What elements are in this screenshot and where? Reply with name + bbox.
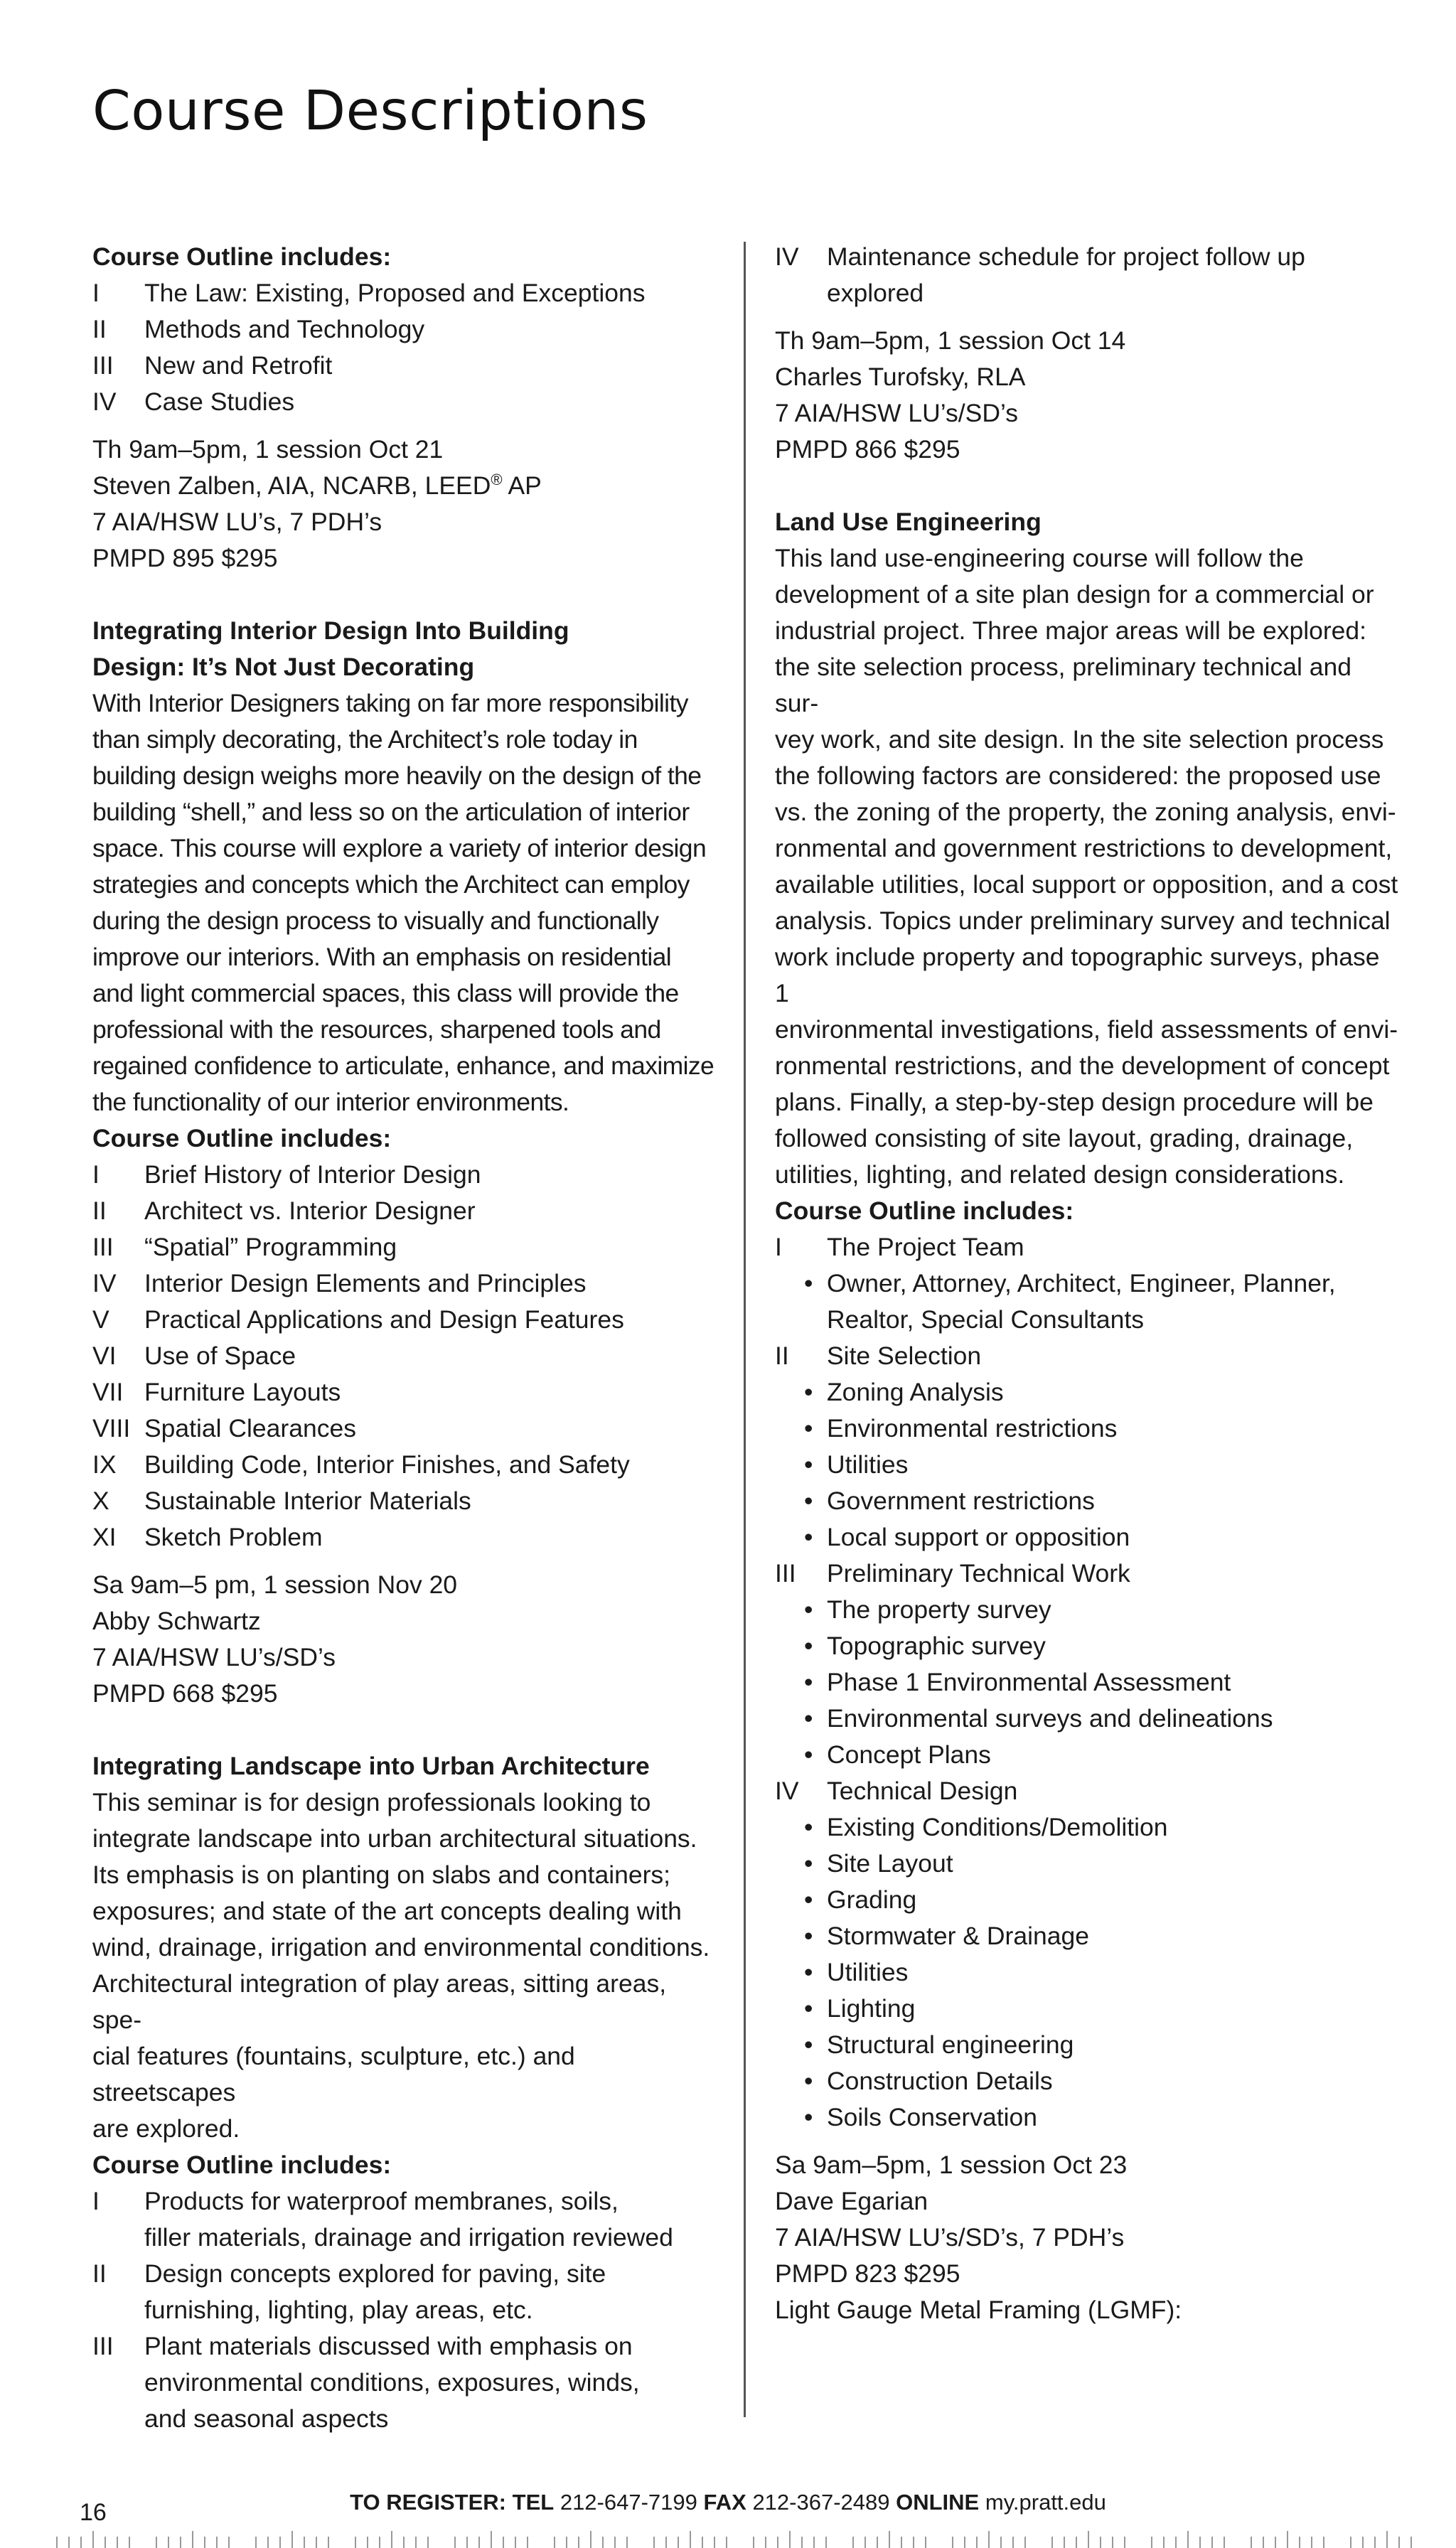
outline-label: Design concepts explored for paving, site furnishing, lighting, play areas, etc. [144,2259,606,2324]
bullet-dot: • [804,2030,813,2059]
description-line: ronmental restrictions, and the development of concept [775,1051,1390,1080]
outline-bullet [775,1954,1401,1991]
course-instructor: Dave Egarian [775,2187,928,2215]
outline-bullet [775,2063,1401,2099]
course-title: Integrating Interior Design Into Building Design: It’s Not Just Decorating [92,616,569,681]
outline-item [92,1374,718,1410]
description-line: the following factors are considered: the proposed use [775,761,1381,790]
bullet-dot: • [804,2067,813,2095]
course-code-price: PMPD 895 $295 [92,544,278,572]
outline-item [92,1229,718,1265]
outline-label: Architect vs. Interior Designer [144,1197,476,1225]
outline-item [92,348,718,384]
description-line: available utilities, local support or opposition, and a cost [775,870,1398,899]
outline-item [775,1773,1401,1809]
description-line: analysis. Topics under preliminary survey and technical [775,906,1391,935]
outline-label: “Spatial” Programming [144,1233,397,1261]
bullet-label: Concept Plans [827,1740,991,1769]
description-line: wind, drainage, irrigation and environmental conditions. [92,1933,710,1961]
outline-label: Maintenance schedule for project follow up explored [827,242,1305,307]
course-interior-design [92,613,718,1712]
description-line: vs. the zoning of the property, the zoning analysis, envi- [775,798,1396,826]
description-line: and light commercial spaces, this class will provide the [92,979,679,1007]
course-outline [92,1157,718,1556]
outline-bullet [775,1918,1401,1954]
decorative-ruler [0,2531,1456,2548]
outline-number: II [92,315,107,343]
description-line: strategies and concepts which the Architect can employ [92,870,690,899]
bullet-dot: • [804,1740,813,1769]
outline-label: The Project Team [827,1233,1024,1261]
outline-label: Plant materials discussed with emphasis on environmental conditions, exposures, winds, and seasonal aspects [144,2332,640,2433]
outline-bullet [775,1701,1401,1737]
outline-number: IV [92,1269,117,1297]
outline-heading: Course Outline includes: [92,1124,392,1152]
outline-heading: Course Outline includes: [92,242,392,271]
bullet-dot: • [804,1668,813,1696]
next-course-title: Light Gauge Metal Framing (LGMF): [775,2296,1182,2324]
outline-bullet [775,1991,1401,2027]
description-line: This seminar is for design professionals looking to [92,1788,651,1816]
course-credits: 7 AIA/HSW LU’s/SD’s [775,399,1018,427]
bullet-label: Structural engineering [827,2030,1074,2059]
outline-item [92,1302,718,1338]
description-line: the site selection process, preliminary technical and sur- [775,653,1351,717]
outline-number: IV [92,387,117,416]
outline-item [92,1157,718,1193]
course-schedule: Th 9am–5pm, 1 session Oct 21 [92,435,444,464]
outline-label: Furniture Layouts [144,1378,341,1406]
outline-bullet [775,1374,1401,1410]
outline-bullet [775,1809,1401,1846]
outline-number: X [92,1487,109,1515]
outline-label: The Law: Existing, Proposed and Exceptions [144,279,646,307]
course-info [775,2147,1401,2328]
outline-heading: Course Outline includes: [775,1197,1074,1225]
outline-item [92,1447,718,1483]
course-info [92,432,718,577]
outline-label: Brief History of Interior Design [144,1160,481,1189]
bullet-label: Government restrictions [827,1487,1095,1515]
description-line: environmental investigations, field assessments of envi- [775,1015,1398,1044]
outline-item [92,275,718,311]
course-credits: 7 AIA/HSW LU’s, 7 PDH’s [92,508,382,536]
outline-bullet [775,1737,1401,1773]
outline-heading: Course Outline includes: [92,2151,392,2179]
outline-item [92,384,718,420]
course-instructor: Steven Zalben, AIA, NCARB, LEED® AP [92,471,542,500]
bullet-label: Construction Details [827,2067,1053,2095]
bullet-dot: • [804,1849,813,1878]
course-credits: 7 AIA/HSW LU’s/SD’s, 7 PDH’s [775,2223,1125,2252]
outline-label: Site Selection [827,1342,982,1370]
outline-bullet [775,1628,1401,1664]
outline-number: II [775,1342,789,1370]
right-column [775,239,1401,2328]
outline-number: I [775,1233,782,1261]
outline-bullet [775,1483,1401,1519]
course-compliance-section [92,239,718,577]
bullet-label: Owner, Attorney, Architect, Engineer, Planner, Realtor, Special Consultants [827,1269,1336,1334]
description-line: plans. Finally, a step-by-step design procedure will be [775,1088,1374,1116]
outline-number: VIII [92,1414,131,1442]
outline-number: IX [92,1450,117,1479]
outline-number: I [92,1160,100,1189]
description-line: regained confidence to articulate, enhance, and maximize [92,1051,714,1080]
outline-number: III [92,2332,114,2360]
description-line: building “shell,” and less so on the articulation of interior [92,798,690,826]
course-code-price: PMPD 823 $295 [775,2259,960,2288]
description-line: improve our interiors. With an emphasis on residential [92,943,672,971]
description-line: Its emphasis is on planting on slabs and containers; [92,1861,671,1889]
course-outline [92,2183,718,2437]
registration-footer: TO REGISTER: TEL 212-647-7199 FAX 212-367-2489 ONLINE my.pratt.edu [350,2490,1106,2515]
outline-item [92,2328,718,2437]
outline-bullet [775,1664,1401,1701]
left-column [92,239,718,2473]
description-line: industrial project. Three major areas will be explored: [775,616,1367,645]
outline-label: Spatial Clearances [144,1414,356,1442]
course-info [92,1567,718,1712]
bullet-label: Environmental restrictions [827,1414,1118,1442]
description-line: cial features (fountains, sculpture, etc.) and streetscapes [92,2042,575,2107]
bullet-dot: • [804,1269,813,1297]
course-description [92,1784,718,2147]
outline-bullet [775,1410,1401,1447]
description-line: ronmental and government restrictions to development, [775,834,1393,862]
outline-bullet [775,2099,1401,2136]
bullet-dot: • [804,1922,813,1950]
outline-bullet [775,1882,1401,1918]
outline-number: XI [92,1523,117,1551]
outline-number: VII [92,1378,124,1406]
outline-label: Sketch Problem [144,1523,323,1551]
course-title: Land Use Engineering [775,508,1042,536]
outline-number: I [92,2187,100,2215]
course-outline [775,1229,1401,2136]
outline-label: Products for waterproof membranes, soils, filler materials, drainage and irrigation reviewed [144,2187,673,2252]
course-instructor: Charles Turofsky, RLA [775,363,1026,391]
course-instructor: Abby Schwartz [92,1607,261,1635]
description-line: work include property and topographic surveys, phase 1 [775,943,1380,1007]
description-line: the functionality of our interior environments. [92,1088,569,1116]
description-line: building design weighs more heavily on the design of the [92,761,702,790]
course-schedule: Sa 9am–5pm, 1 session Oct 23 [775,2151,1128,2179]
bullet-dot: • [804,1632,813,1660]
outline-number: III [92,351,114,380]
course-code-price: PMPD 866 $295 [775,435,960,464]
description-line: vey work, and site design. In the site selection process [775,725,1384,754]
bullet-label: Site Layout [827,1849,953,1878]
page-title: Course Descriptions [92,80,648,143]
bullet-dot: • [804,1885,813,1914]
outline-item [92,1410,718,1447]
bullet-dot: • [804,1595,813,1624]
course-description [775,540,1401,1193]
outline-label: Building Code, Interior Finishes, and Safety [144,1450,630,1479]
outline-number: III [775,1559,796,1588]
bullet-label: Stormwater & Drainage [827,1922,1089,1950]
course-title: Integrating Landscape into Urban Architecture [92,1752,650,1780]
outline-item [775,1338,1401,1374]
bullet-label: Soils Conservation [827,2103,1037,2131]
registration-link[interactable]: my.pratt.edu [985,2490,1106,2515]
bullet-dot: • [804,1523,813,1551]
outline-number: V [92,1305,109,1334]
bullet-dot: • [804,1414,813,1442]
bullet-dot: • [804,1487,813,1515]
outline-item [92,1338,718,1374]
outline-number: VI [92,1342,117,1370]
outline-label: Preliminary Technical Work [827,1559,1130,1588]
outline-number: II [92,1197,107,1225]
description-line: development of a site plan design for a commercial or [775,580,1374,609]
course-outline [92,275,718,420]
outline-item [92,2256,718,2328]
outline-bullet [775,1447,1401,1483]
description-line: are explored. [92,2114,240,2143]
description-line: during the design process to visually and functionally [92,906,659,935]
outline-label: New and Retrofit [144,351,333,380]
course-info [775,323,1401,468]
outline-bullet [775,2027,1401,2063]
outline-bullet [775,1846,1401,1882]
outline-number: II [92,2259,107,2288]
outline-item [92,2183,718,2256]
description-line: professional with the resources, sharpened tools and [92,1015,661,1044]
course-credits: 7 AIA/HSW LU’s/SD’s [92,1643,336,1671]
outline-bullet [775,1592,1401,1628]
course-land-use [775,504,1401,2328]
bullet-dot: • [804,1378,813,1406]
description-line: utilities, lighting, and related design considerations. [775,1160,1345,1189]
bullet-label: Topographic survey [827,1632,1046,1660]
bullet-label: Existing Conditions/Demolition [827,1813,1168,1841]
description-line: followed consisting of site layout, grading, drainage, [775,1124,1354,1152]
bullet-dot: • [804,1994,813,2023]
bullet-dot: • [804,2103,813,2131]
outline-label: Interior Design Elements and Principles [144,1269,587,1297]
phone-number: 212-647-7199 [560,2490,697,2515]
outline-label: Use of Space [144,1342,296,1370]
outline-item [775,1229,1401,1265]
course-code-price: PMPD 668 $295 [92,1679,278,1708]
bullet-label: Environmental surveys and delineations [827,1704,1273,1733]
outline-item [92,1265,718,1302]
bullet-dot: • [804,1450,813,1479]
outline-item [92,1483,718,1519]
course-landscape-continued [775,239,1401,468]
bullet-label: The property survey [827,1595,1051,1624]
course-schedule: Th 9am–5pm, 1 session Oct 14 [775,326,1126,355]
outline-number: I [92,279,100,307]
outline-number: IV [775,242,799,271]
page-number: 16 [80,2499,107,2526]
course-schedule: Sa 9am–5 pm, 1 session Nov 20 [92,1570,458,1599]
bullet-dot: • [804,1958,813,1986]
outline-bullet [775,1265,1401,1338]
bullet-label: Utilities [827,1450,909,1479]
bullet-label: Grading [827,1885,917,1914]
description-line: space. This course will explore a variety of interior design [92,834,707,862]
column-divider [744,242,746,2417]
outline-number: IV [775,1777,799,1805]
description-line: This land use-engineering course will follow the [775,544,1304,572]
course-landscape [92,1748,718,2437]
course-description [92,685,718,1120]
fax-number: 212-367-2489 [752,2490,890,2515]
outline-item [92,1193,718,1229]
description-line: Architectural integration of play areas, sitting areas, spe- [92,1969,667,2034]
outline-item [92,1519,718,1556]
outline-item [775,1556,1401,1592]
outline-label: Case Studies [144,387,295,416]
outline-number: III [92,1233,114,1261]
outline-label: Practical Applications and Design Features [144,1305,624,1334]
bullet-dot: • [804,1813,813,1841]
description-line: integrate landscape into urban architectural situations. [92,1824,697,1853]
bullet-dot: • [804,1704,813,1733]
bullet-label: Lighting [827,1994,916,2023]
bullet-label: Phase 1 Environmental Assessment [827,1668,1231,1696]
bullet-label: Zoning Analysis [827,1378,1004,1406]
outline-item [775,239,1401,311]
description-line: With Interior Designers taking on far more responsibility [92,689,688,717]
outline-label: Methods and Technology [144,315,425,343]
bullet-label: Utilities [827,1958,909,1986]
outline-label: Sustainable Interior Materials [144,1487,471,1515]
description-line: exposures; and state of the art concepts dealing with [92,1897,682,1925]
outline-label: Technical Design [827,1777,1018,1805]
outline-item [92,311,718,348]
description-line: than simply decorating, the Architect’s role today in [92,725,638,754]
bullet-label: Local support or opposition [827,1523,1130,1551]
outline-bullet [775,1519,1401,1556]
